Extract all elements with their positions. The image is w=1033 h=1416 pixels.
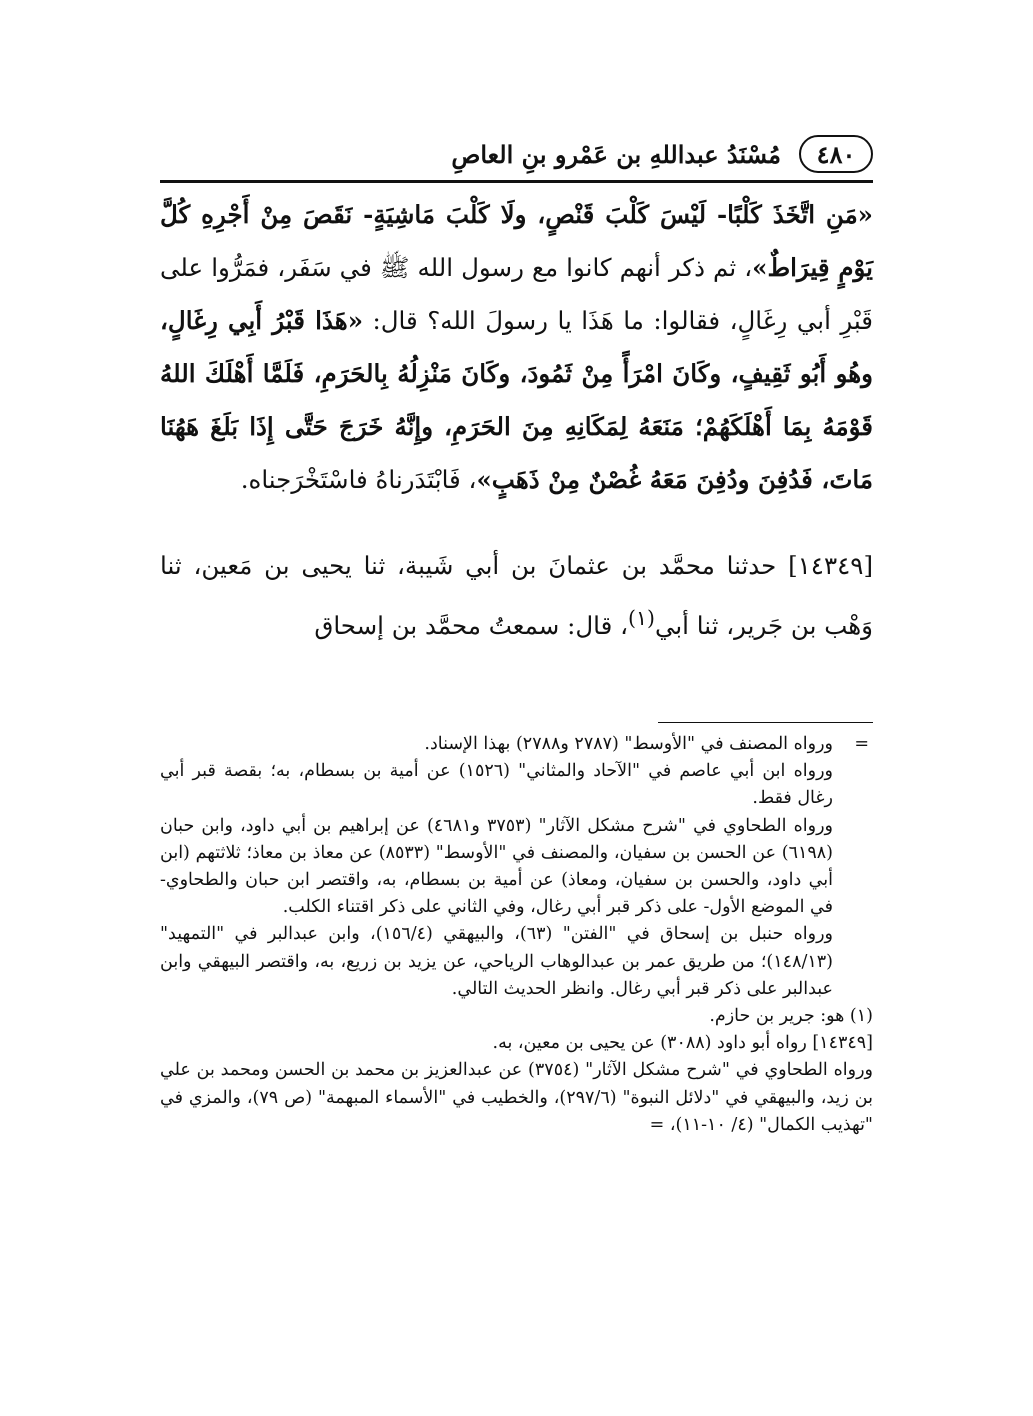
- footnote-line: [160, 758, 873, 812]
- footnote-line: [160, 1057, 873, 1139]
- isnad-text-end: ، قال: سمعتُ محمَّد بن إسحاق: [314, 611, 629, 641]
- page-header: [160, 132, 873, 176]
- narration-text: ، ثم ذكر أنهم كانوا مع رسول الله ﷺ في سَفَر، فمَرُّوا على قَبْرِ أبي رِغَالٍ، فقالوا: ما هَذَا يا رسولَ الله؟ قال:: [160, 253, 873, 335]
- footnote-line: [160, 921, 873, 1003]
- footnote-divider: [658, 722, 873, 723]
- footnote-ref[interactable]: (١): [628, 606, 655, 630]
- footnote-text: ورواه الطحاوي في "شرح مشكل الآثار" (٣٧٥٣ و٤٦٨١) عن إبراهيم بن أبي داود، وابن حبان (٦١٩٨) عن الحسن بن سفيان، والمصنف في "الأوسط" (٨٥٣٣) عن معاذ بن معاذ؛ ثلاثتهم (ابن أبي داود، والحسن بن سفيان، ومعاذ) عن أمية بن بسطام، به، واقتصر ابن حبان والطحاوي- في الموضع الأول- على ذكر قبر أبي رغال، وفي الثاني على ذكر اقتناء الكلب.: [160, 815, 833, 918]
- hadith-quote-2: «هَذَا قَبْرُ أَبِي رِغَالٍ، وهُو أَبُو ثَقِيفٍ، وكَانَ امْرَأً مِنْ ثَمُودَ، وكَانَ مَنْزِلُهُ بِالحَرَمِ، فَلَمَّا أَهْلَكَ اللهُ قَوْمَهُ بِمَا أَهْلَكَهُمْ؛ مَنَعَهُ لِمَكَانِهِ مِنَ الحَرَمِ، وإِنَّهُ خَرَجَ حَتَّى إِذَا بَلَغَ هَهُنَا مَاتَ، فَدُفِنَ ودُفِنَ مَعَهُ غُصْنٌ مِنْ ذَهَبٍ»: [160, 306, 873, 494]
- hadith-quote: «مَنِ اتَّخَذَ كَلْبًا- لَيْسَ كَلْبَ قَنْصٍ، ولَا كَلْبَ مَاشِيَةٍ- نَقَصَ مِنْ أَجْرِهِ كُلَّ يَوْمٍ قِيرَاطٌ»: [160, 200, 873, 282]
- running-title: مُسْنَدُ عبداللهِ بن عَمْرو بنِ العاصِ: [451, 139, 781, 169]
- page-number-badge: ٤٨٠: [799, 135, 873, 173]
- footnote-line: [160, 1030, 873, 1057]
- footnote-text: ورواه حنبل بن إسحاق في "الفتن" (٦٣)، والبيهقي (١٥٦/٤)، وابن عبدالبر في "التمهيد" (١٤٨/١٣)؛ من طريق عمر بن عبدالوهاب الرياحي، عن يزيد بن زريع، به، واقتصر البيهقي وابن عبدالبر على ذكر قبر أبي رغال. وانظر الحديث التالي.: [160, 924, 833, 999]
- footnote-text: [١٤٣٤٩] رواه أبو داود (٣٠٨٨) عن يحيى بن معين، به.: [492, 1033, 873, 1054]
- narration-end: ، فَابْتَدَرناهُ فاسْتَخْرَجناه.: [240, 465, 477, 494]
- continuation-marker: =: [854, 734, 869, 754]
- header-divider: [160, 180, 873, 183]
- isnad-paragraph: [160, 539, 873, 652]
- hadith-paragraph: [160, 188, 873, 506]
- footnote-line: [160, 731, 873, 758]
- footnote-text: ورواه ابن أبي عاصم في "الآحاد والمثاني" (١٥٢٦) عن أمية بن بسطام، به؛ بقصة قبر أبي رغال فقط.: [160, 761, 833, 809]
- footnotes: [160, 731, 873, 1139]
- isnad-text: [١٤٣٤٩] حدثنا محمَّد بن عثمانَ بن أبي شَيبة، ثنا يحيى بن مَعين، ثنا وَهْب بن جَرير، ثنا أبي: [160, 551, 873, 641]
- footnote-line: [160, 1003, 873, 1030]
- footnote-line: [160, 813, 873, 922]
- footnote-text: ورواه المصنف في "الأوسط" (٢٧٨٧ و٢٧٨٨) بهذا الإسناد.: [424, 734, 833, 754]
- main-text: [160, 188, 873, 652]
- footnote-text: (١) هو: جرير بن حازم.: [709, 1006, 873, 1027]
- footnote-text: ورواه الطحاوي في "شرح مشكل الآثار" (٣٧٥٤) عن عبدالعزيز بن محمد بن الحسن ومحمد بن علي بن زيد، والبيهقي في "دلائل النبوة" (٢٩٧/٦)، والخطيب في "الأسماء المبهمة" (ص ٧٩)، والمزي في "تهذيب الكمال" (٤/ ١٠-١١)، =: [160, 1060, 873, 1135]
